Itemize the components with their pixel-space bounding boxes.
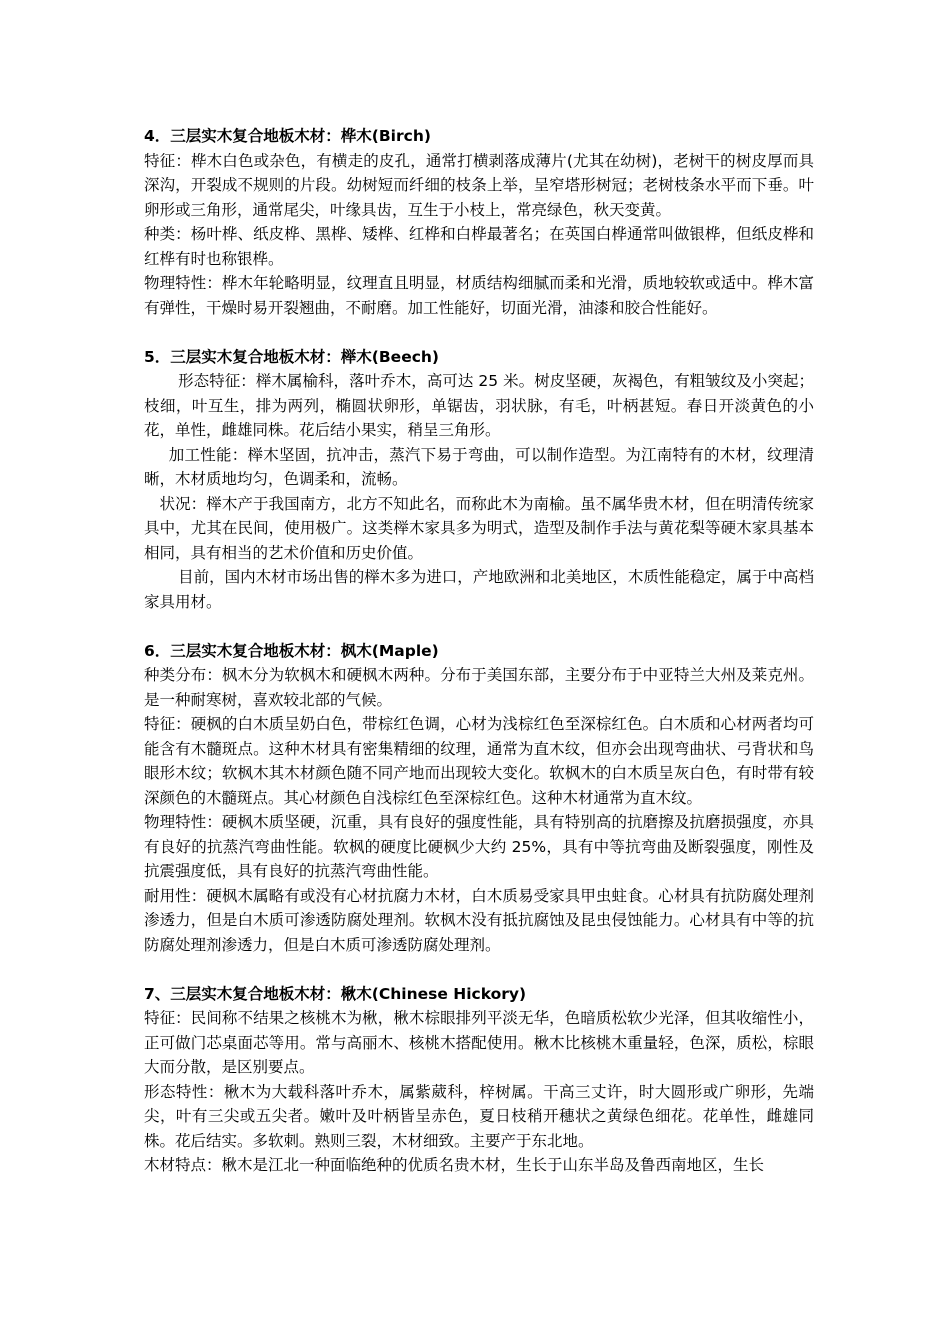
document-page xyxy=(144,124,814,1202)
paragraph-physical: 物理特性：硬枫木质坚硬，沉重，具有良好的强度性能，具有特别高的抗磨擦及抗磨损强度，亦具有良好的抗蒸汽弯曲性能。软枫的硬度比硬枫少大约 25%，具有中等抗弯曲及断裂强度，刚性及抗震强度低，具有良好的抗蒸汽弯曲性能。 xyxy=(144,813,814,880)
section-heading: 5．三层实木复合地板木材：榉木(Beech) xyxy=(144,347,440,366)
section-birch xyxy=(144,124,814,320)
section-beech xyxy=(144,345,814,615)
paragraph-morphology: 形态特性：楸木为大载科落叶乔木，属紫葳科，梓树属。干高三丈许，时大圆形或广卵形，先端尖，叶有三尖或五尖者。嫩叶及叶柄皆呈赤色，夏日枝稍开穗状之黄绿色细花。花单性，雌雄同株。花后结实。多软刺。熟则三裂，木材细致。主要产于东北地。 xyxy=(144,1082,814,1150)
paragraph-morphology: 形态特征：榉木属榆科，落叶乔木，高可达 25 米。树皮坚硬，灰褐色，有粗皱纹及小突起；枝细，叶互生，排为两列，椭圆状卵形，单锯齿，羽状脉，有毛，叶柄甚短。春日开淡黄色的小花，单性，雌雄同株。花后结小果实，稍呈三角形。 xyxy=(144,372,814,439)
section-maple xyxy=(144,639,814,958)
paragraph-durability: 耐用性：硬枫木属略有或没有心材抗腐力木材，白木质易受家具甲虫蛀食。心材具有抗防腐处理剂渗透力，但是白木质可渗透防腐处理剂。软枫木没有抵抗腐蚀及昆虫侵蚀能力。心材具有中等的抗防腐处理剂渗透力，但是白木质可渗透防腐处理剂。 xyxy=(144,886,814,954)
paragraph-status: 状况：榉木产于我国南方，北方不知此名，而称此木为南榆。虽不属华贵木材，但在明清传统家具中，尤其在民间，使用极广。这类榉木家具多为明式，造型及制作手法与黄花梨等硬木家具基本相同，具有相当的艺术价值和历史价值。 xyxy=(144,494,814,562)
paragraph-processing: 加工性能：榉木坚固，抗冲击，蒸汽下易于弯曲，可以制作造型。为江南特有的木材，纹理清晰，木材质地均匀，色调柔和，流畅。 xyxy=(144,445,814,488)
section-heading: 6．三层实木复合地板木材：枫木(Maple) xyxy=(144,641,439,660)
section-heading: 7、三层实木复合地板木材：楸木(Chinese Hickory) xyxy=(144,984,527,1003)
section-heading: 4．三层实木复合地板木材：桦木(Birch) xyxy=(144,127,431,145)
section-hickory xyxy=(144,982,814,1178)
paragraph-market: 目前，国内木材市场出售的榉木多为进口，产地欧洲和北美地区，木质性能稳定，属于中高档家具用材。 xyxy=(144,568,814,611)
paragraph-species: 种类：杨叶桦、纸皮桦、黑桦、矮桦、红桦和白桦最著名；在英国白桦通常叫做银桦，但纸皮桦和红桦有时也称银桦。 xyxy=(144,225,814,268)
paragraph-features: 特征：硬枫的白木质呈奶白色，带棕红色调，心材为浅棕红色至深棕红色。白木质和心材两者均可能含有木髓斑点。这种木材具有密集精细的纹理，通常为直木纹，但亦会出现弯曲状、弓背状和鸟眼形木纹；软枫木其木材颜色随不同产地而出现较大变化。软枫木的白木质呈灰白色，有时带有较深颜色的木髓斑点。其心材颜色自浅棕红色至深棕红色。这种木材通常为直木纹。 xyxy=(144,715,814,807)
paragraph-wood-traits: 木材特点：楸木是江北一种面临绝种的优质名贵木材，生长于山东半岛及鲁西南地区，生长 xyxy=(144,1156,765,1174)
paragraph-features: 特征：桦木白色或杂色，有横走的皮孔，通常打横剥落成薄片(尤其在幼树)，老树干的树皮厚而具深沟，开裂成不规则的片段。幼树短而纤细的枝条上举，呈窄塔形树冠；老树枝条水平而下垂。叶卵形或三角形，通常尾尖，叶缘具齿，互生于小枝上，常亮绿色，秋天变黄。 xyxy=(144,151,814,219)
paragraph-distribution: 种类分布：枫木分为软枫木和硬枫木两种。分布于美国东部，主要分布于中亚特兰大州及莱克州。是一种耐寒树，喜欢较北部的气候。 xyxy=(144,666,814,709)
paragraph-physical: 物理特性：桦木年轮略明显，纹理直且明显，材质结构细腻而柔和光滑，质地较软或适中。桦木富有弹性，干燥时易开裂翘曲，不耐磨。加工性能好，切面光滑，油漆和胶合性能好。 xyxy=(144,274,814,317)
paragraph-features: 特征：民间称不结果之核桃木为楸，楸木棕眼排列平淡无华，色暗质松软少光泽，但其收缩性小，正可做门芯桌面芯等用。常与高丽木、核桃木搭配使用。楸木比核桃木重量轻，色深，质松，棕眼大而分散，是区别要点。 xyxy=(144,1009,814,1076)
